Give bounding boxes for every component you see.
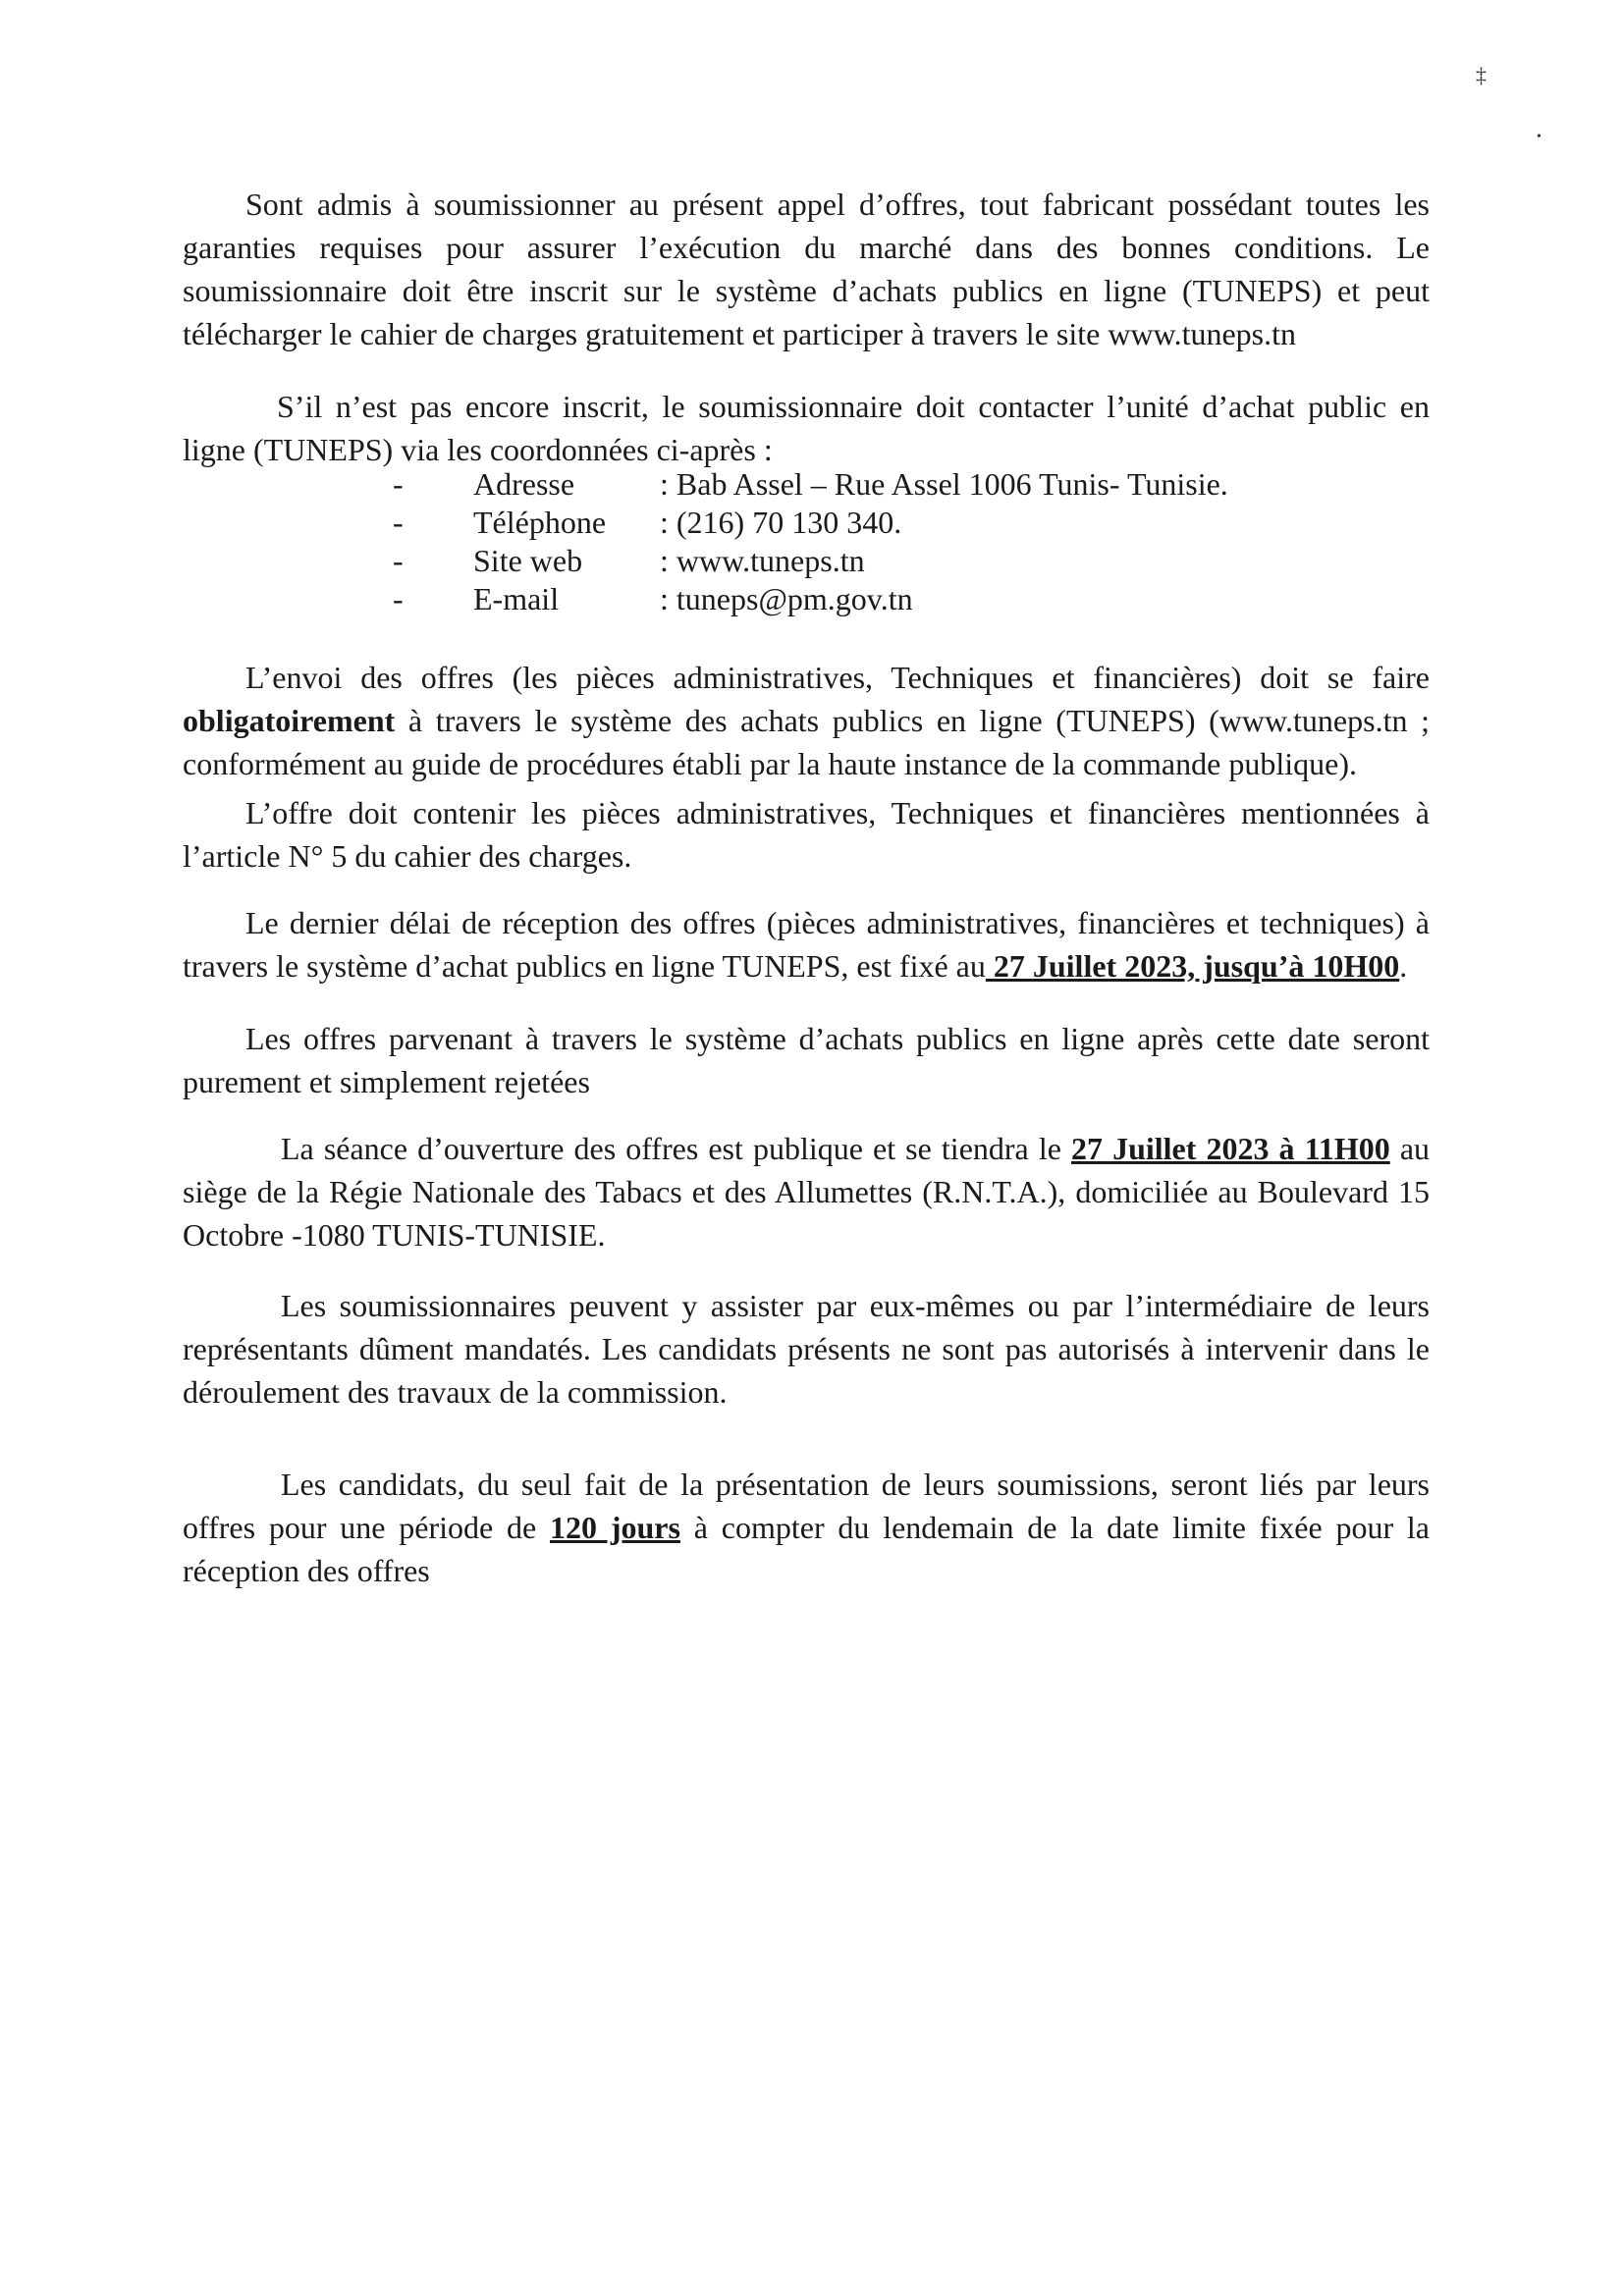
contact-email bbox=[393, 580, 1375, 618]
contact-phone bbox=[393, 504, 1375, 542]
paragraph-offer-content-text: L’offre doit contenir les pièces administratives, Techniques et financières mentionnées à l’article N° 5 du cahier des charges. bbox=[183, 795, 1430, 874]
paragraph-eligibility-text: Sont admis à soumissionner au présent appel d’offres, tout fabricant possédant toutes les garanties requises pour assurer l’exécution du marché dans des bonnes conditions. Le soumissionnaire doit être inscrit sur le système d’achats publics en ligne (TUNEPS) et peut télécharger le cahier de charges gratuitement et participer à travers le site www.tuneps.tn bbox=[183, 187, 1430, 351]
deadline-date: 27 Juillet 2023, jusqu’à 10H00 bbox=[985, 948, 1400, 984]
corner-dot: • bbox=[1537, 130, 1542, 144]
paragraph-offer-content bbox=[183, 791, 1430, 878]
emphasis-mandatory: obligatoirement bbox=[183, 703, 396, 738]
contact-value: : (216) 70 130 340. bbox=[660, 505, 902, 540]
paragraph-submission bbox=[183, 656, 1430, 785]
paragraph-opening bbox=[183, 1127, 1430, 1256]
contact-website bbox=[393, 542, 1375, 580]
paragraph-deadline-text: Le dernier délai de réception des offres (pièces administratives, financières et techniques) à travers le système d’achat publics en ligne TUNEPS, est fixé au bbox=[183, 905, 1430, 984]
contact-value: : tuneps@pm.gov.tn bbox=[660, 581, 913, 616]
list-bullet: - bbox=[393, 505, 404, 540]
contact-value: : www.tuneps.tn bbox=[660, 543, 865, 578]
list-bullet: - bbox=[393, 543, 404, 578]
paragraph-eligibility bbox=[183, 183, 1430, 355]
contact-label: Adresse bbox=[473, 466, 575, 502]
contact-address bbox=[393, 465, 1375, 504]
paragraph-validity-text-end: à compter du lendemain de la date limite fixée pour la réception des offres bbox=[183, 1510, 1430, 1588]
paragraph-attendance bbox=[183, 1284, 1430, 1414]
paragraph-registration-text: S’il n’est pas encore inscrit, le soumissionnaire doit contacter l’unité d’achat public en ligne (TUNEPS) via les coordonnées ci-après : bbox=[183, 389, 1430, 467]
paragraph-rejection bbox=[183, 1017, 1430, 1103]
paragraph-submission-text-start: L’envoi des offres (les pièces administratives, Techniques et financières) doit se faire bbox=[245, 660, 1430, 695]
corner-mark: ‡ bbox=[1476, 63, 1487, 87]
paragraph-deadline-end: . bbox=[1399, 948, 1408, 984]
paragraph-submission-text-end: à travers le système des achats publics en ligne (TUNEPS) (www.tuneps.tn ; conformément au guide de procédures établi par la haute instance de la commande publique). bbox=[183, 703, 1430, 781]
paragraph-opening-text-start: La séance d’ouverture des offres est publique et se tiendra le bbox=[281, 1131, 1071, 1166]
list-bullet: - bbox=[393, 466, 404, 502]
contact-list bbox=[393, 465, 1375, 618]
paragraph-deadline bbox=[183, 901, 1430, 988]
contact-label: Site web bbox=[473, 543, 583, 578]
contact-label: Téléphone bbox=[473, 505, 607, 540]
contact-label: E-mail bbox=[473, 581, 560, 616]
validity-period: 120 jours bbox=[550, 1510, 680, 1545]
paragraph-rejection-text: Les offres parvenant à travers le système d’achats publics en ligne après cette date seront purement et simplement rejetées bbox=[183, 1021, 1430, 1099]
opening-date: 27 Juillet 2023 à 11H00 bbox=[1071, 1131, 1390, 1166]
paragraph-opening-text-end: au siège de la Régie Nationale des Tabacs et des Allumettes (R.N.T.A.), domiciliée au Boulevard 15 Octobre -1080 TUNIS-TUNISIE. bbox=[183, 1131, 1431, 1253]
paragraph-validity-text-start: Les candidats, du seul fait de la présentation de leurs soumissions, seront liés par leurs offres pour une période de bbox=[183, 1467, 1430, 1545]
paragraph-validity bbox=[183, 1463, 1430, 1592]
contact-value: : Bab Assel – Rue Assel 1006 Tunis- Tunisie. bbox=[660, 466, 1228, 502]
paragraph-registration bbox=[183, 385, 1430, 471]
paragraph-attendance-text: Les soumissionnaires peuvent y assister par eux-mêmes ou par l’intermédiaire de leurs représentants dûment mandatés. Les candidats présents ne sont pas autorisés à intervenir dans le déroulement des travaux de la commission. bbox=[183, 1288, 1430, 1410]
list-bullet: - bbox=[393, 581, 404, 616]
